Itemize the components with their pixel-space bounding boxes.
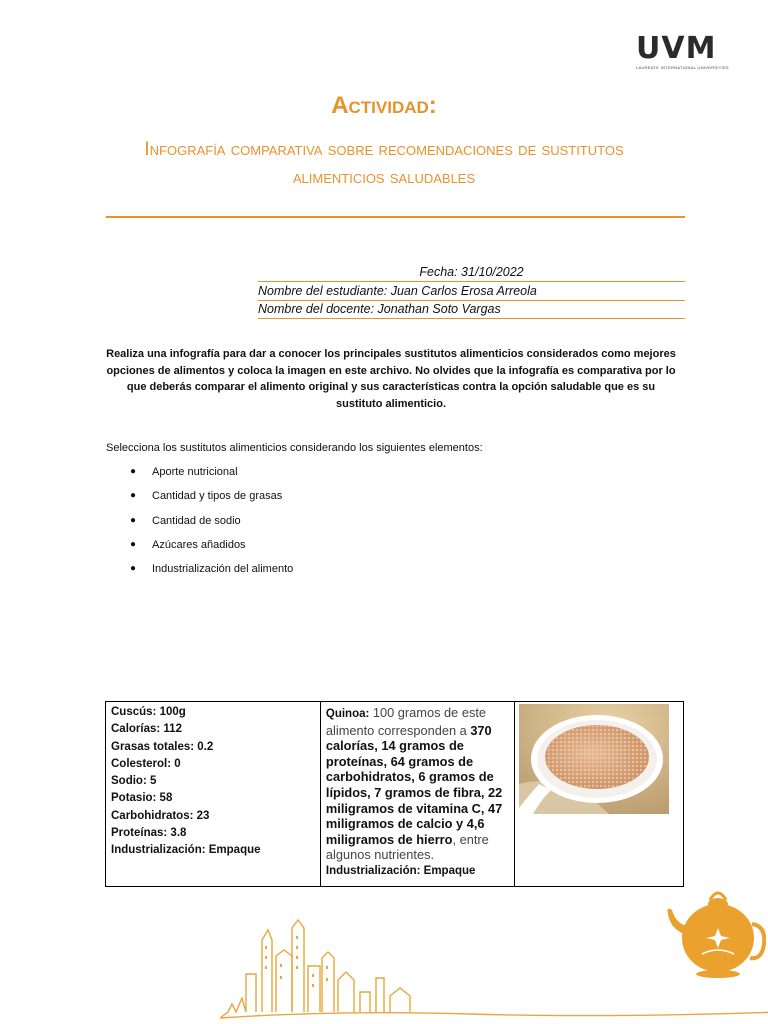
- quinoa-label: Quinoa:: [325, 708, 370, 720]
- list-item: ● Aporte nutricional: [106, 466, 293, 490]
- quinoa-industrializacion: Industrialización: Empaque: [325, 864, 476, 877]
- teapot-decoration: [666, 878, 766, 988]
- image-cell: [515, 702, 684, 887]
- bullet-icon: ●: [130, 490, 137, 502]
- list-item: ● Cantidad de sodio: [106, 515, 293, 539]
- table-row: [106, 702, 684, 887]
- cuscus-line: Potasio: 58: [111, 792, 173, 805]
- cuscus-cell: [106, 702, 321, 887]
- quinoa-cell: [320, 702, 514, 887]
- cuscus-line: Sodio: 5: [111, 775, 157, 788]
- cuscus-line: Cuscús: 100g: [111, 706, 186, 718]
- list-item: ● Cantidad y tipos de grasas: [106, 490, 293, 514]
- cuscus-line: Industrialización: Empaque: [111, 844, 261, 857]
- student-name-line: Nombre del estudiante: Juan Carlos Erosa Arreola: [258, 283, 685, 301]
- title-divider: [106, 216, 685, 218]
- date-line: Fecha: 31/10/2022: [258, 264, 685, 282]
- cuscus-line: Calorías: 112: [111, 723, 182, 736]
- bullet-icon: ●: [130, 466, 137, 477]
- logo-text: UVM: [636, 31, 717, 66]
- teacher-name-line: Nombre del docente: Jonathan Soto Vargas: [258, 301, 685, 319]
- quinoa-description: Quinoa: 100 gramos de este alimento corresponden a 370 calorías, 14 gramos de proteínas, 64 gramos de carbohidratos, 6 gramos de lípidos, 7 gramos de fibra, 22 miligramos de vitamina C, 47 miligramos de calcio y 4,6 miligramos de hierro, entre algunos nutrientes.: [325, 705, 503, 863]
- instructions-paragraph: Realiza una infografía para dar a conocer los principales sustitutos alimenticios considerados como mejores opciones de alimentos y coloca la imagen en este archivo. No olvides que la infografía es comparativa por lo que deberás comparar el alimento original y sus características contra la opción saludable que es su sustituto alimenticio.: [106, 348, 676, 410]
- list-item: ● Industrialización del alimento: [106, 563, 293, 587]
- comparison-table: [105, 701, 684, 887]
- bullet-icon: ●: [130, 563, 137, 575]
- cuscus-line: Proteínas: 3.8: [111, 827, 187, 840]
- intro-text: Selecciona los sustitutos alimenticios considerando los siguientes elementos:: [106, 442, 483, 454]
- uvm-logo: [636, 31, 732, 70]
- bullet-icon: ●: [130, 514, 137, 526]
- bullet-icon: ●: [130, 538, 137, 550]
- page-subtitle: Infografía comparativa sobre recomendaciones de sustitutos alimenticios saludables: [144, 139, 624, 188]
- cuscus-line: Grasas totales: 0.2: [111, 740, 214, 753]
- cuscus-line: Colesterol: 0: [111, 757, 181, 770]
- criteria-list: [106, 466, 293, 587]
- cuscus-line: Carbohidratos: 23: [111, 809, 210, 822]
- list-item: ● Azúcares añadidos: [106, 539, 293, 563]
- quinoa-spoon-photo: [519, 704, 669, 814]
- page-title: Actividad:: [331, 92, 437, 119]
- logo-tagline: LAUREATE INTERNATIONAL UNIVERSITIES: [636, 65, 729, 70]
